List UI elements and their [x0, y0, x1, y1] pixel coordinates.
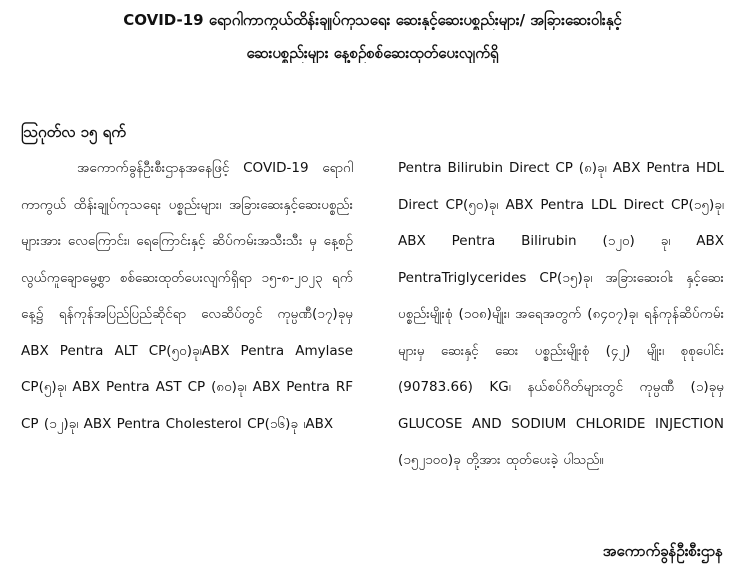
- body-column-right: [398, 150, 724, 479]
- document-date: ဩဂုတ်လ ၁၅ ရက်: [21, 123, 126, 141]
- document-title-line-2: ဆေးပစ္စည်းများ နေ့စဉ်စစ်ဆေးထုတ်ပေးလျက်ရှိ: [246, 44, 499, 62]
- document-title-line-1: COVID-19 ရောဂါကာကွယ်ထိန်းချုပ်ကုသရေး ဆေးနှင့်ဆေးပစ္စည်းများ/ အခြားဆေးဝါးနှင့်: [123, 11, 622, 29]
- body-paragraph-left: အကောက်ခွန်ဦးစီးဌာနအနေဖြင့် COVID-19 ရောဂါကာကွယ် ထိန်းချုပ်ကုသရေး ပစ္စည်းများ၊ အခြားဆေးနှင့်ဆေးပစ္စည်းများအား လေကြောင်း၊ ရေကြောင်းနှင့် ဆိပ်ကမ်းအသီးသီး မှ နေ့စဉ် လွယ်ကူချောမွေ့စွာ စစ်ဆေးထုတ်ပေးလျက်ရှိရာ ၁၅-၈-၂၀၂၃ ရက်နေ့၌ ရန်ကုန်အပြည်ပြည်ဆိုင်ရာ လေဆိပ်တွင် ကုမ္ပဏီ(၁၇)ခုမှ ABX Pentra ALT CP(၅၀)ခု၊ABX Pentra Amylase CP(၅)ခု၊ ABX Pentra AST CP (၈၀)ခု၊ ABX Pentra RF CP (၁၂)ခု၊ ABX Pentra Cholesterol CP(၁၆)ခု ၊ABX: [21, 160, 353, 432]
- body-column-left: [21, 150, 353, 442]
- body-paragraph-right: Pentra Bilirubin Direct CP (၈)ခု၊ ABX Pentra HDL Direct CP(၅၀)ခု၊ ABX Pentra LDL Direct CP(၁၅)ခု၊ ABX Pentra Bilirubin (၁၂၀) ခု၊ ABX PentraTriglycerides CP(၁၅)ခု၊ အခြားဆေးဝါး နှင့်ဆေးပစ္စည်းမျိုးစုံ (၁၀၈)မျိုး၊ အရေအတွက် (၈၄၀၇)ခု၊ ရန်ကုန်ဆိပ်ကမ်းများမှ ဆေးနှင့် ဆေး ပစ္စည်းမျိုးစုံ (၄၂) မျိုး၊ စုစုပေါင်း (90783.66) KG၊ နယ်စပ်ဂိတ်များတွင် ကုမ္ပဏီ (၁)ခုမှ GLUCOSE AND SODIUM CHLORIDE INJECTION (၁၅၂၁၀၀)ခု တို့အား ထုတ်ပေးခဲ့ ပါသည်။: [398, 160, 724, 468]
- signature-department: အကောက်ခွန်ဦးစီးဌာန: [602, 542, 723, 560]
